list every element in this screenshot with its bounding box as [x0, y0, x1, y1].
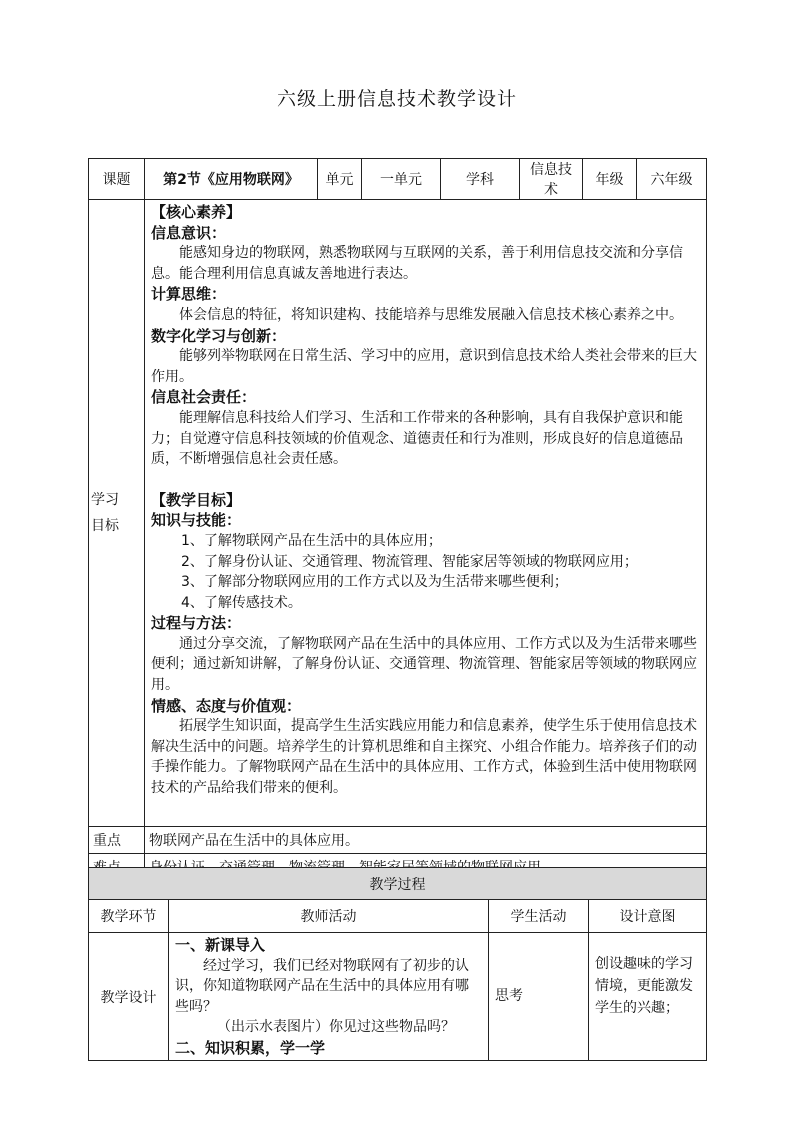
teacher-cell [169, 933, 489, 1061]
col-stage: 教学环节 [89, 900, 169, 933]
objectives-content [145, 200, 707, 827]
knowledge-item: 4、了解传感技术。 [181, 594, 302, 611]
computational-text: 体会信息的特征，将知识建构、技能培养与思维发展融入信息技术核心素养之中。 [179, 306, 683, 323]
key-point-row [89, 827, 707, 854]
social-text: 能理解信息科技给人们学习、生活和工作带来的各种影响，具有自我保护意识和能力；自觉遵守信息科技领域的价值观念、道德责任和行为准则，形成良好的信息道德品质，不断增强信息社会责任感。 [151, 409, 683, 468]
objectives-label [89, 200, 145, 827]
teaching-process-table [88, 867, 707, 1061]
label-unit: 单元 [318, 159, 362, 200]
key-point-label: 重点 [89, 827, 145, 854]
knowledge-item: 3、了解部分物联网应用的工作方式以及为生活带来哪些便利； [181, 574, 568, 591]
knowledge-item: 2、了解身份认证、交通管理、物流管理、智能家居等领域的物联网应用； [181, 553, 638, 570]
objectives-row [89, 200, 707, 827]
objectives-label-line2: 目标 [91, 518, 119, 534]
label-topic: 课题 [89, 159, 145, 200]
process-title-row [89, 868, 707, 900]
intro-show-text: （出示水表图片）你见过这些物品吗？ [217, 1019, 455, 1035]
process-heading: 过程与方法： [151, 614, 242, 633]
emotion-text: 拓展学生知识面，提高学生生活实践应用能力和信息素养，使学生乐于使用信息技术解决生活中的问题。培养学生的计算机思维和自主探究、小组合作能力。培养孩子们的动手操作能力。了解物联网产品在生活中的具体应用、工作方式，体验到生活中使用物联网技术的产品给我们带来的便利。 [151, 718, 697, 797]
intro-heading: 一、新课导入 [175, 936, 266, 954]
lesson-info-table [88, 158, 707, 881]
social-heading: 信息社会责任： [151, 388, 257, 407]
knowledge-item: 1、了解物联网产品在生活中的具体应用； [181, 532, 442, 549]
objectives-label-line1: 学习 [91, 492, 119, 508]
intro-text: 经过学习，我们已经对物联网有了初步的认识，你知道物联网产品在生活中的具体应用有哪些吗？ [175, 957, 469, 1015]
digital-text: 能够列举物联网在日常生活、学习中的应用，意识到信息技术给人类社会带来的巨大作用。 [151, 348, 697, 385]
header-row [89, 159, 707, 200]
info-awareness-heading: 信息意识： [151, 223, 227, 242]
info-awareness-text: 能感知身边的物联网，熟悉物联网与互联网的关系，善于利用信息技交流和分享信息。能合理利用信息真诚友善地进行表达。 [151, 245, 683, 282]
document-title: 六级上册信息技术教学设计 [276, 88, 517, 110]
process-row [89, 933, 707, 1061]
intent-cell: 创设趣味的学习情境，更能激发学生的兴趣； [589, 933, 707, 1061]
process-header-row [89, 900, 707, 933]
next-heading: 二、知识积累，学一学 [175, 1038, 326, 1057]
col-teacher: 教师活动 [169, 900, 489, 933]
knowledge-heading: 知识与技能： [151, 511, 242, 530]
col-student: 学生活动 [489, 900, 589, 933]
stage-cell: 教学设计 [89, 933, 169, 1061]
grade-value: 六年级 [637, 159, 707, 200]
goals-heading: 【教学目标】 [151, 490, 242, 509]
key-point-text: 物联网产品在生活中的具体应用。 [145, 827, 707, 854]
digital-heading: 数字化学习与创新： [151, 326, 287, 345]
emotion-heading: 情感、态度与价值观： [151, 696, 302, 715]
topic-value: 第2节《应用物联网》 [145, 159, 318, 200]
unit-value: 一单元 [362, 159, 441, 200]
student-cell: 思考 [489, 933, 589, 1061]
process-text: 通过分享交流，了解物联网产品在生活中的具体应用、工作方式以及为生活带来哪些便利；通过新知讲解，了解身份认证、交通管理、物流管理、智能家居等领域的物联网应用。 [151, 635, 697, 694]
process-section-title: 教学过程 [89, 868, 707, 900]
core-literacy-heading: 【核心素养】 [151, 203, 242, 221]
col-intent: 设计意图 [589, 900, 707, 933]
label-grade: 年级 [583, 159, 637, 200]
computational-heading: 计算思维： [151, 285, 227, 304]
label-subject: 学科 [441, 159, 520, 200]
subject-value: 信息技术 [520, 159, 583, 200]
